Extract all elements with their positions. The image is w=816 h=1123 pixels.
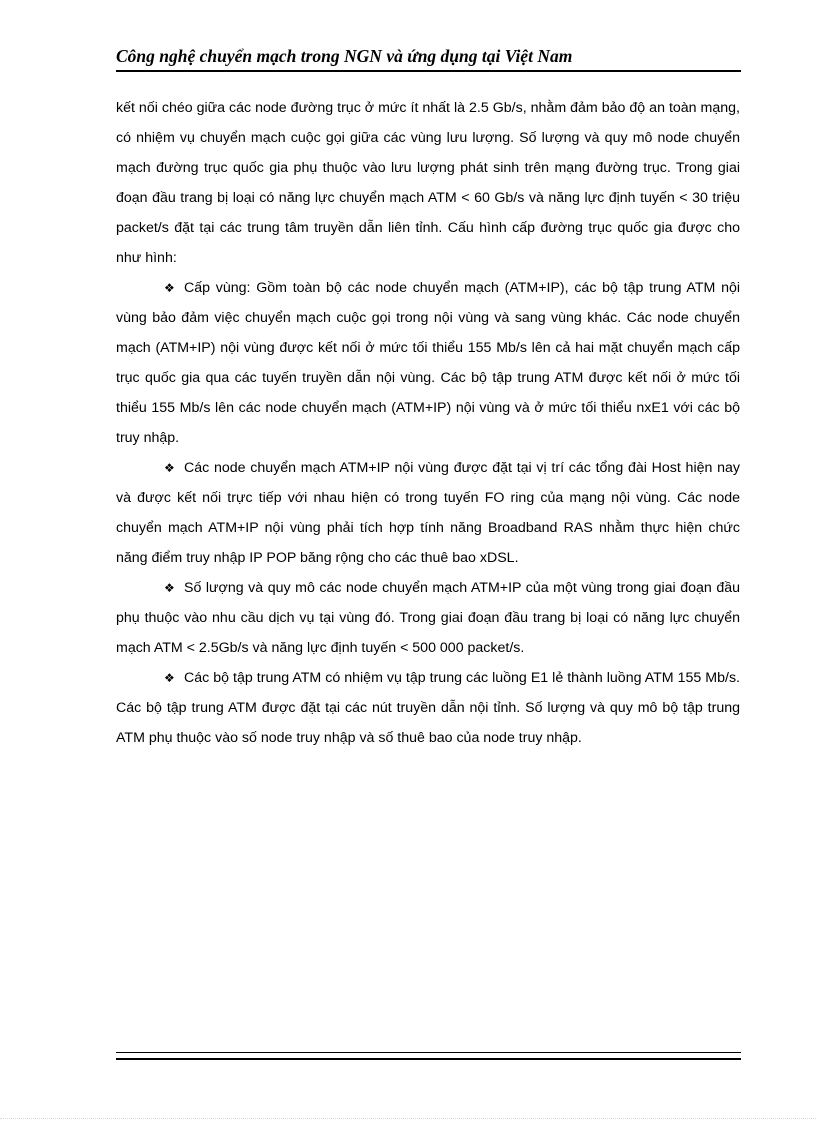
diamond-bullet-icon: ❖	[164, 581, 175, 595]
body-text	[116, 93, 740, 753]
diamond-bullet-icon: ❖	[164, 281, 175, 295]
intro-paragraph: kết nối chéo giữa các node đường trục ở mức ít nhất là 2.5 Gb/s, nhằm đảm bảo độ an toàn mạng, có nhiệm vụ chuyển mạch cuộc gọi giữa các vùng lưu lượng. Số lượng và quy mô node chuyển mạch đường trục quốc gia phụ thuộc vào lưu lượng phát sinh trên mạng đường trục. Trong giai đoạn đầu trang bị loại có năng lực chuyển mạch ATM < 60 Gb/s và năng lực định tuyến < 30 triệu packet/s đặt tại các trung tâm truyền dẫn liên tỉnh. Cấu hình cấp đường trục quốc gia được cho như hình:	[116, 100, 740, 266]
header-title: Công nghệ chuyển mạch trong NGN và ứng dụng tại Việt Nam	[116, 46, 573, 66]
diamond-bullet-icon: ❖	[164, 461, 175, 475]
bullet-paragraph	[116, 273, 740, 453]
diamond-bullet-icon: ❖	[164, 671, 175, 685]
page-edge	[0, 1118, 816, 1119]
bullet-paragraph	[116, 573, 740, 663]
bullet-text: Các node chuyển mạch ATM+IP nội vùng được đặt tại vị trí các tổng đài Host hiện nay và được kết nối trực tiếp với nhau hiện có trong tuyến FO ring của mạng nội vùng. Các node chuyển mạch ATM+IP nội vùng phải tích hợp tính năng Broadband RAS nhằm thực hiện chức năng điểm truy nhập IP POP băng rộng cho các thuê bao xDSL.	[116, 460, 740, 566]
bullet-paragraph	[116, 453, 740, 573]
footer-divider	[116, 1052, 741, 1060]
page-header	[116, 44, 741, 72]
bullet-text: Cấp vùng: Gồm toàn bộ các node chuyển mạch (ATM+IP), các bộ tập trung ATM nội vùng bảo đảm việc chuyển mạch cuộc gọi trong nội vùng và sang vùng khác. Các node chuyển mạch (ATM+IP) nội vùng được kết nối ở mức tối thiểu 155 Mb/s lên cả hai mặt chuyển mạch cấp trục quốc gia qua các tuyến truyền dẫn nội vùng. Các bộ tập trung ATM được kết nối ở mức tối thiểu 155 Mb/s lên các node chuyển mạch (ATM+IP) nội vùng và ở mức tối thiểu nxE1 với các bộ truy nhập.	[116, 280, 740, 446]
bullet-paragraph	[116, 663, 740, 753]
bullet-text: Các bộ tập trung ATM có nhiệm vụ tập trung các luồng E1 lẻ thành luồng ATM 155 Mb/s. Các bộ tập trung ATM được đặt tại các nút truyền dẫn nội tỉnh. Số lượng và quy mô bộ tập trung ATM phụ thuộc vào số node truy nhập và số thuê bao của node truy nhập.	[116, 670, 740, 746]
bullet-text: Số lượng và quy mô các node chuyển mạch ATM+IP của một vùng trong giai đoạn đầu phụ thuộc vào nhu cầu dịch vụ tại vùng đó. Trong giai đoạn đầu trang bị loại có năng lực chuyển mạch ATM < 2.5Gb/s và năng lực định tuyến < 500 000 packet/s.	[116, 580, 740, 656]
